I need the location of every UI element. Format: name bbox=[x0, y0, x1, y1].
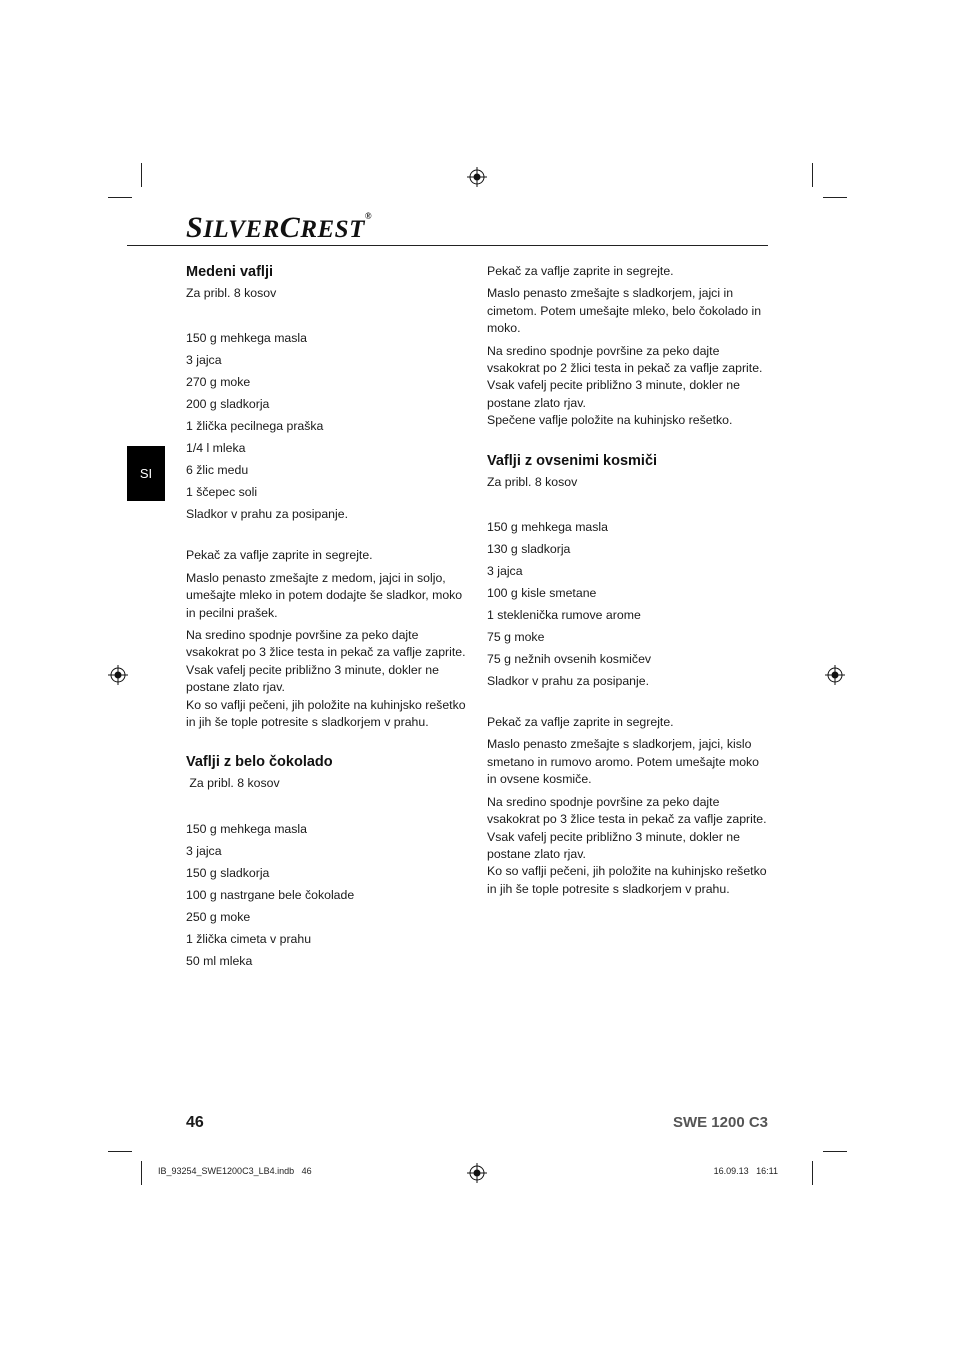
ingredient-item: 150 g mehkega masla bbox=[186, 331, 307, 346]
ingredient-item: 75 g nežnih ovsenih kosmičev bbox=[487, 652, 652, 667]
ingredient-item: 150 g mehkega masla bbox=[186, 821, 307, 836]
instruction-step: Maslo penasto zmešajte s sladkorjem, jajci, kislo smetano in rumovo aromo. Potem umešajte moko in ovsene kosmiče. bbox=[487, 737, 760, 787]
ingredient-item: 50 ml mleka bbox=[186, 953, 253, 968]
ingredient-item: 150 g sladkorja bbox=[186, 865, 270, 880]
ingredient-item: 100 g nastrgane bele čokolade bbox=[186, 887, 355, 902]
ingredient-item: 150 g mehkega masla bbox=[487, 520, 608, 535]
page-number: 46 bbox=[186, 1114, 204, 1131]
crop-mark bbox=[812, 1161, 813, 1185]
ingredient-item: 3 jajca bbox=[186, 843, 222, 858]
ingredient-item: 6 žlic medu bbox=[186, 463, 249, 478]
ingredient-item: 1 ščepec soli bbox=[186, 485, 258, 500]
ingredient-item: 270 g moke bbox=[186, 375, 251, 390]
instruction-step: Spečene vaflje položite na kuhinjsko rešetko. bbox=[487, 413, 733, 428]
instruction-step: Na sredino spodnje površine za peko dajte vsakokrat po 2 žlici testa in pekač za vaflje zaprite. Vsak vafelj pecite približno 3 minute, dokler ne postane zlato rjav. bbox=[487, 343, 763, 410]
instructions bbox=[487, 714, 769, 898]
instruction-step: Ko so vaflji pečeni, jih položite na kuhinjsko rešetko in jih še tople potresite s sladkorjem v prahu. bbox=[186, 697, 466, 730]
registration-mark-icon bbox=[825, 665, 845, 685]
recipe-title: Vaflji z belo čokolado bbox=[186, 754, 333, 771]
slug-file: IB_93254_SWE1200C3_LB4.indb 46 bbox=[158, 1166, 312, 1176]
ingredient-item: 3 jajca bbox=[487, 564, 523, 579]
ingredient-item: 200 g sladkorja bbox=[186, 397, 270, 412]
servings: Za pribl. 8 kosov bbox=[186, 776, 280, 791]
left-column bbox=[186, 263, 466, 972]
instructions bbox=[487, 263, 769, 430]
ingredient-item: 130 g sladkorja bbox=[487, 542, 571, 557]
servings: Za pribl. 8 kosov bbox=[487, 474, 578, 489]
crop-mark bbox=[823, 1151, 847, 1152]
recipe-title: Vaflji z ovsenimi kosmiči bbox=[487, 452, 658, 469]
ingredient-item: 1 žlička pecilnega praška bbox=[186, 419, 324, 434]
header-rule bbox=[127, 245, 768, 246]
instruction-step: Pekač za vaflje zaprite in segrejte. bbox=[186, 548, 373, 563]
brand-logo: SILVERCREST® bbox=[186, 211, 373, 244]
slug-date: 16.09.13 16:11 bbox=[713, 1166, 778, 1176]
instruction-step: Na sredino spodnje površine za peko dajte vsakokrat po 3 žlice testa in pekač za vaflje zaprite. Vsak vafelj pecite približno 3 minute, dokler ne postane zlato rjav. bbox=[186, 628, 466, 695]
crop-mark bbox=[108, 1151, 132, 1152]
right-column bbox=[487, 263, 769, 898]
registration-mark-icon bbox=[467, 167, 487, 187]
instruction-step: Maslo penasto zmešajte z medom, jajci in soljo, umešajte mleko in potem dodajte še sladkor, moko in pecilni prašek. bbox=[186, 570, 463, 620]
registration-mark-icon bbox=[467, 1163, 487, 1183]
ingredient-item: 1/4 l mleka bbox=[186, 441, 246, 456]
ingredient-item: 75 g moke bbox=[487, 630, 545, 645]
instruction-step: Maslo penasto zmešajte s sladkorjem, jajci in cimetom. Potem umešajte mleko, belo čokolado in moko. bbox=[487, 286, 762, 336]
instructions bbox=[186, 547, 466, 731]
ingredient-item: 100 g kisle smetane bbox=[487, 586, 597, 601]
instruction-step: Pekač za vaflje zaprite in segrejte. bbox=[487, 264, 674, 278]
servings: Za pribl. 8 kosov bbox=[186, 286, 277, 300]
ingredient-list bbox=[487, 516, 769, 692]
ingredient-item: Sladkor v prahu za posipanje. bbox=[186, 507, 349, 522]
crop-mark bbox=[141, 163, 142, 187]
ingredient-item: 1 žlička cimeta v prahu bbox=[186, 931, 312, 946]
ingredient-item: 3 jajca bbox=[186, 353, 222, 368]
crop-mark bbox=[823, 197, 847, 198]
ingredient-item: 250 g moke bbox=[186, 909, 251, 924]
language-tab: SI bbox=[127, 446, 165, 501]
ingredient-item: 1 steklenička rumove arome bbox=[487, 608, 641, 623]
registration-mark-icon bbox=[108, 665, 128, 685]
instruction-step: Ko so vaflji pečeni, jih položite na kuhinjsko rešetko in jih še tople potresite s sladkorjem v prahu. bbox=[487, 864, 767, 896]
recipe-title: Medeni vaflji bbox=[186, 264, 274, 280]
model-number: SWE 1200 C3 bbox=[672, 1114, 768, 1131]
ingredient-list bbox=[186, 327, 466, 525]
instruction-step: Pekač za vaflje zaprite in segrejte. bbox=[487, 715, 674, 730]
ingredient-item: Sladkor v prahu za posipanje. bbox=[487, 674, 650, 689]
instruction-step: Na sredino spodnje površine za peko dajte vsakokrat po 3 žlice testa in pekač za vaflje zaprite. Vsak vafelj pecite približno 3 minute, dokler ne postane zlato rjav. bbox=[487, 794, 767, 861]
crop-mark bbox=[108, 197, 132, 198]
crop-mark bbox=[812, 163, 813, 187]
ingredient-list bbox=[186, 818, 466, 972]
crop-mark bbox=[141, 1161, 142, 1185]
